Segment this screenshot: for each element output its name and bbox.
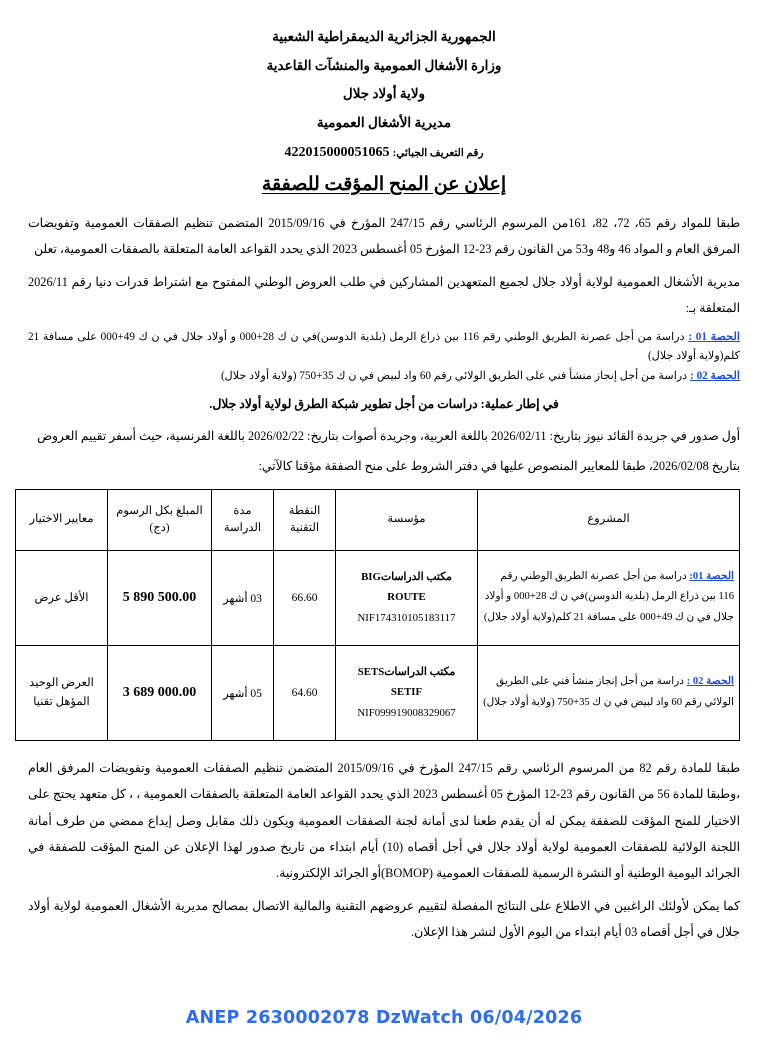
cell-project-text-row2: دراسة من أجل إنجاز منشأ فني على الطريق الولائي رقم 60 واد لبيض في ن ك 35+750 (ولاية أولاد جلال) — [483, 676, 734, 708]
table-row — [16, 645, 740, 740]
operation-scope-line: في إطار عملية: دراسات من أجل تطوير شبكة الطرق لولاية أولاد جلال. — [209, 396, 559, 411]
table-row — [16, 550, 740, 645]
header-line-directorate: مديرية الأشغال العمومية — [316, 114, 452, 130]
cell-project-row1 — [478, 550, 740, 645]
cell-company-row1 — [336, 550, 478, 645]
header-line-country: الجمهورية الجزائرية الديمقراطية الشعبية — [272, 29, 496, 44]
intro-paragraph-2: مديرية الأشغال العمومية لولاية أولاد جلال لجميع المتعهدين المشاركين في طلب العروض الوطني المفتوح مع اشتراط قدرات دنيا رقم 2026/11 المتعلقة بـ: — [28, 274, 740, 316]
header-line-wilaya: ولاية أولاد جلال — [342, 86, 426, 101]
cell-company-row2 — [336, 645, 478, 740]
closing-paragraph-5: طبقا للمادة رقم 82 من المرسوم الرئاسي رقم 247/15 المؤرخ في 2015/09/16 المتضمن تنظيم الصفقات العمومية وتفويضات المرفق العام ،وطبقا للمادة 56 من القانون رقم 23-12 المؤرخ 05 أغسطس 2023 الذي يحدد القواعد العامة المتعلقة بالصفقات العمومية ، ، كل متعهد يحتج على الاختيار للمنح المؤقت للصفقة يمكن له أن يقدم طعنا لدى أمانة لجنة الصفقات العمومية ويكون ذلك مقابل وصل إيداع ممضي من طرف أمانة اللجنة الولائية للصفقات العمومية لولاية أولاد جلال في أجل أقصاه (10) أيام ابتداء من تاريخ صدور لهذا الإعلان عن المنح المؤقت للصفقة في الجرائد اليومية الوطنية أو النشرة الرسمية للصفقات العمومية (BOMOP)أو الجرائد الإلكترونية. — [28, 760, 740, 881]
publication-paragraph-3: أول صدور في جريدة القائد نيوز بتاريخ: 2026/02/11 باللغة العربية، وجريدة أصوات بتاريخ: 2026/02/22 باللغة الفرنسية، حيث أسفر تقييم العروض — [37, 428, 740, 443]
cell-study-duration-row1: 03 أشهر — [212, 550, 274, 645]
lot-text-02: دراسة من أجل إنجاز منشأ فني على الطريق الولائي رقم 60 واد لبيض في ن ك 35+750 (ولاية أولاد جلال) — [220, 369, 688, 382]
company-name-row1: مكتب الدراساتBIG ROUTE — [361, 570, 452, 604]
column-header-technical-score: النقطة التقنية — [274, 489, 336, 550]
cell-project-text-row1: دراسة من أجل عصرنة الطريق الوطني رقم 116 بين ذراع الرمل (بلدية الدوسن)في ن ك 28+000 و أولاد جلال في ن ك 49+000 على مسافة 21 كلم(ولاية أولاد جلال) — [483, 570, 734, 624]
intro-paragraph-1: طبقا للمواد رقم 65، 72، 82، 161من المرسوم الرئاسي رقم 247/15 المؤرخ في 2015/09/16 المتضمن تنظيم الصفقات العمومية وتفويضات المرفق العام و المواد 46 و48 و53 من القانون رقم 23-12 المؤرخ 05 أغسطس 2023 الذي يحدد القواعد العامة المتعلقة بالصفقات العمومية، تعلن — [28, 216, 740, 257]
award-table — [15, 489, 740, 741]
cell-lot-tag-row2: الحصة 02 : — [686, 676, 734, 688]
cell-project-row2 — [478, 645, 740, 740]
page-title: إعلان عن المنح المؤقت للصفقة — [261, 174, 507, 195]
fiscal-id-label: رقم التعريف الجبائي: — [392, 148, 484, 159]
column-header-criteria: معايير الاختيار — [16, 489, 108, 550]
anep-footer: ANEP 2630002078 DzWatch 06/04/2026 — [185, 1008, 583, 1028]
table-header-row — [16, 489, 740, 550]
publication-paragraph-4: بتاريخ 2026/02/08، طبقا للمعايير المنصوص عليها في دفتر الشروط على منح الصفقة مؤقتا كالآتي: — [258, 459, 740, 474]
company-name-row2: مكتب الدراساتSETS SETIF — [357, 665, 456, 699]
fiscal-id-value: 422015000051065 — [284, 145, 390, 160]
document-header — [28, 30, 740, 161]
column-header-amount: المبلغ بكل الرسوم (دج) — [108, 489, 212, 550]
lot-tag-01: الحصة 01 : — [688, 330, 741, 343]
column-header-study-duration: مدة الدراسة — [212, 489, 274, 550]
closing-paragraph-6: كما يمكن لأولئك الراغبين في الاطلاع على النتائج المفصلة لتقييم عروضهم التقنية والمالية الاتصال بمصالح مديرية الأشغال العمومية لولاية أولاد جلال في أجل أقصاه 03 أيام ابتداء من اليوم الأول لنشر هذا الإعلان. — [28, 898, 740, 940]
header-line-ministry: وزارة الأشغال العمومية والمنشآت القاعدية — [266, 57, 502, 73]
column-header-project: المشروع — [478, 489, 740, 550]
cell-amount-row1: 5 890 500.00 — [108, 550, 212, 645]
cell-technical-score-row2: 64.60 — [274, 645, 336, 740]
lot-line-01 — [28, 328, 740, 367]
cell-lot-tag-row1: الحصة 01: — [689, 570, 734, 582]
cell-criteria-row1: الأقل عرض — [16, 550, 108, 645]
cell-technical-score-row1: 66.60 — [274, 550, 336, 645]
cell-criteria-row2: العرض الوحيد المؤهل تقنيا — [16, 645, 108, 740]
company-nif-row1: NIF174310105183117 — [357, 611, 456, 624]
column-header-company: مؤسسة — [336, 489, 478, 550]
lot-text-01: دراسة من أجل عصرنة الطريق الوطني رقم 116 بين ذراع الرمل (بلدية الدوسن)في ن ك 28+000 و أولاد جلال في ن ك 49+000 على مسافة 21 كلم(ولاية أولاد جلال) — [28, 330, 740, 363]
lot-tag-02: الحصة 02 : — [690, 369, 740, 382]
fiscal-id-line — [28, 144, 740, 161]
lot-line-02 — [28, 367, 740, 387]
company-nif-row2: NIF099919008329067 — [357, 706, 456, 719]
cell-amount-row2: 3 689 000.00 — [108, 645, 212, 740]
cell-study-duration-row2: 05 أشهر — [212, 645, 274, 740]
